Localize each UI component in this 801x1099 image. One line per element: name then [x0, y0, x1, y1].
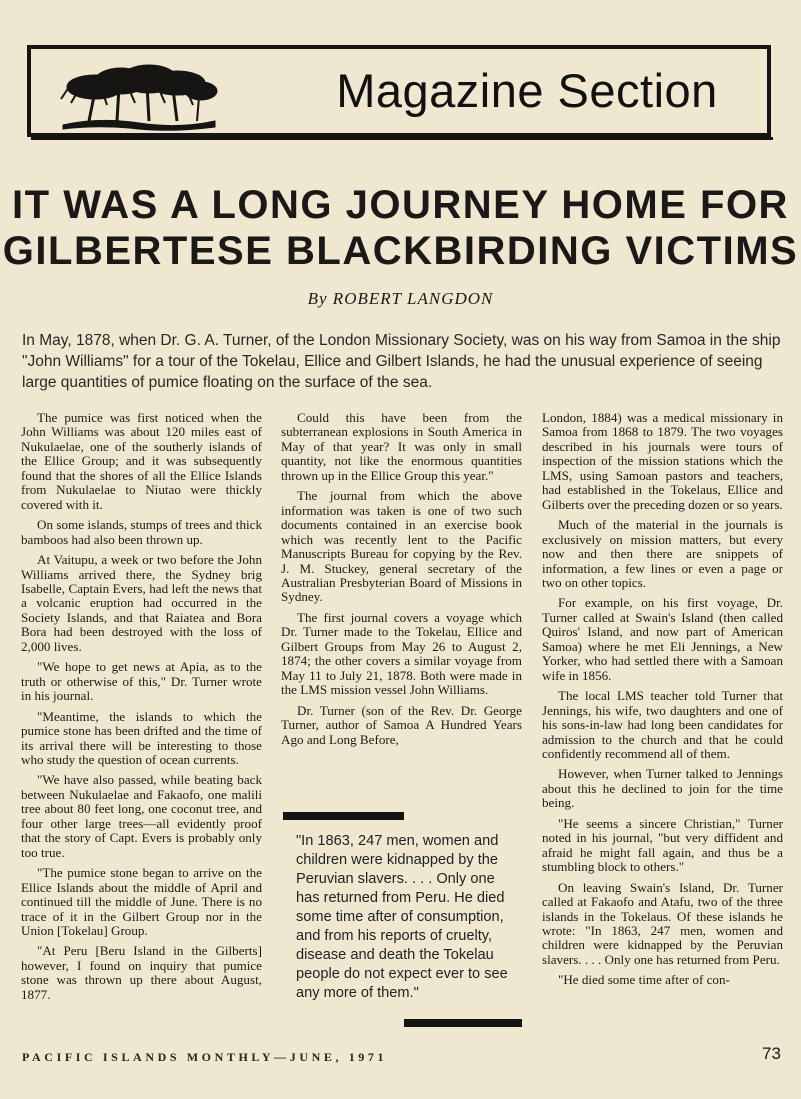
- paragraph: The journal from which the above information was taken is one of two such documents contained in an exercise book which was recently lent to the Pacific Manuscripts Bureau for copying by the Rev. J. M. Stuckey, general secretary of the Australian Presbyterian Board of Missions in Sydney.: [281, 488, 522, 605]
- paragraph: On leaving Swain's Island, Dr. Turner called at Fakaofo and Atafu, two of the three islands in the Tokelaus. Of these islands he wrote: "In 1863, 247 men, women and children were kidnapped by the Peruvian slavers. . . . Only one has returned from Peru.: [542, 879, 783, 967]
- paragraph: "He seems a sincere Christian," Turner noted in his journal, "but very diffident and afraid he might fall again, and thus be a stumbling block to others.": [542, 815, 783, 875]
- headline-line-1: IT WAS A LONG JOURNEY HOME FOR: [12, 183, 789, 227]
- article-column-1: [21, 411, 262, 1008]
- article-column-3: [542, 411, 783, 994]
- paragraph: At Vaitupu, a week or two before the John Williams arrived there, the Sydney brig Isabelle, Captain Evers, had left the news that a volcanic eruption had occurred in the Society Islands, and that Raiatea and Bora Bora had been destroyed with the loss of 2,000 lives.: [21, 552, 262, 654]
- paragraph: For example, on his first voyage, Dr. Turner called at Swain's Island (then called Quiros' Island, and now part of American Samoa) where he met Eli Jennings, a New Yorker, who had settled there with a Samoan wife in 1856.: [542, 595, 783, 683]
- paragraph: The first journal covers a voyage which Dr. Turner made to the Tokelau, Ellice and Gilbert Groups from May 26 to August 2, 1874; the other covers a similar voyage from May 11 to July 21, 1878. Both were made in the LMS mission vessel John Williams.: [281, 609, 522, 698]
- palm-trees-island-icon: [59, 59, 219, 131]
- page-number: 73: [762, 1044, 781, 1063]
- pullquote: "In 1863, 247 men, women and children were kidnapped by the Peruvian slavers. . . . Only one has returned from Peru. He died some time after of consumption, and from his reports of cruelty, disease and death the Tokelau people do not expect ever to see any more of them.": [296, 833, 508, 1001]
- pullquote-top-rule: [283, 812, 404, 820]
- paragraph: London, 1884) was a medical missionary in Samoa from 1868 to 1879. The two voyages described in his journals were tours of inspection of the mission stations which the LMS, using Samoan pastors and teachers, had established in the Tokelaus, Ellice and Gilberts over the preceding dozen or so years.: [542, 410, 783, 512]
- byline: By ROBERT LANGDON: [307, 289, 494, 308]
- headline-line-2: GILBERTESE BLACKBIRDING VICTIMS: [2, 229, 799, 273]
- paragraph: Dr. Turner (son of the Rev. Dr. George Turner, author of Samoa A Hundred Years Ago and Long Before,: [281, 702, 522, 747]
- paragraph: Could this have been from the subterranean explosions in South America in May of that year? It was only in small quantity, not like the enormous quantities thrown up in the Ellice Group this year.": [281, 410, 522, 483]
- paragraph: On some islands, stumps of trees and thick bamboos had also been thrown up.: [21, 517, 262, 547]
- magazine-banner: [27, 45, 771, 137]
- paragraph: "We have also passed, while beating back between Nukulaelae and Fakaofo, one malili tree about 80 feet long, one coconut tree, and four other large trees—all evidently proof that the story of Capt. Evers is probably only too true.: [21, 772, 262, 860]
- publication-footer: PACIFIC ISLANDS MONTHLY—JUNE, 1971: [22, 1050, 388, 1064]
- paragraph: Much of the material in the journals is exclusively on mission matters, but every now and then there are snippets of information, a few lines or even a page or two on other topics.: [542, 517, 783, 590]
- paragraph: However, when Turner talked to Jennings about this he declined to join for the time being.: [542, 766, 783, 811]
- paragraph: The local LMS teacher told Turner that Jennings, his wife, two daughters and one of his sons-in-law had long been candidates for admission to the church and that he could confidently recommend all of them.: [542, 688, 783, 761]
- paragraph: "At Peru [Beru Island in the Gilberts] however, I found on inquiry that pumice stone was thrown up there about August, 1877.: [21, 943, 262, 1002]
- paragraph: "He died some time after of con-: [558, 972, 730, 988]
- section-title: Magazine Section: [336, 64, 718, 117]
- pullquote-bottom-rule: [404, 1019, 522, 1027]
- paragraph: The pumice was first noticed when the John Williams was about 120 miles east of Nukulaelae, one of the southerly islands of the Ellice Group; and it was subsequently found that the shores of all the Ellice Islands from Nukulaelae to Niutao were thickly covered with it.: [21, 410, 262, 512]
- paragraph: "We hope to get news at Apia, as to the truth or otherwise of this," Dr. Turner wrote in his journal.: [21, 659, 262, 704]
- intro-paragraph: In May, 1878, when Dr. G. A. Turner, of the London Missionary Society, was on his way from Samoa in the ship "John Williams" for a tour of the Tokelau, Ellice and Gilbert Islands, he had the unusual experience of seeing large quantities of pumice floating on the surface of the sea.: [22, 332, 781, 391]
- article-column-2: [281, 411, 522, 753]
- paragraph: "The pumice stone began to arrive on the Ellice Islands about the middle of April and continued till the middle of June. There is no trace of it in the Gilbert Group nor in the Union [Tokelau] Group.: [21, 865, 262, 938]
- paragraph: "Meantime, the islands to which the pumice stone has been drifted and the time of its arrival there will be interesting to those who study the question of ocean currents.: [21, 708, 262, 767]
